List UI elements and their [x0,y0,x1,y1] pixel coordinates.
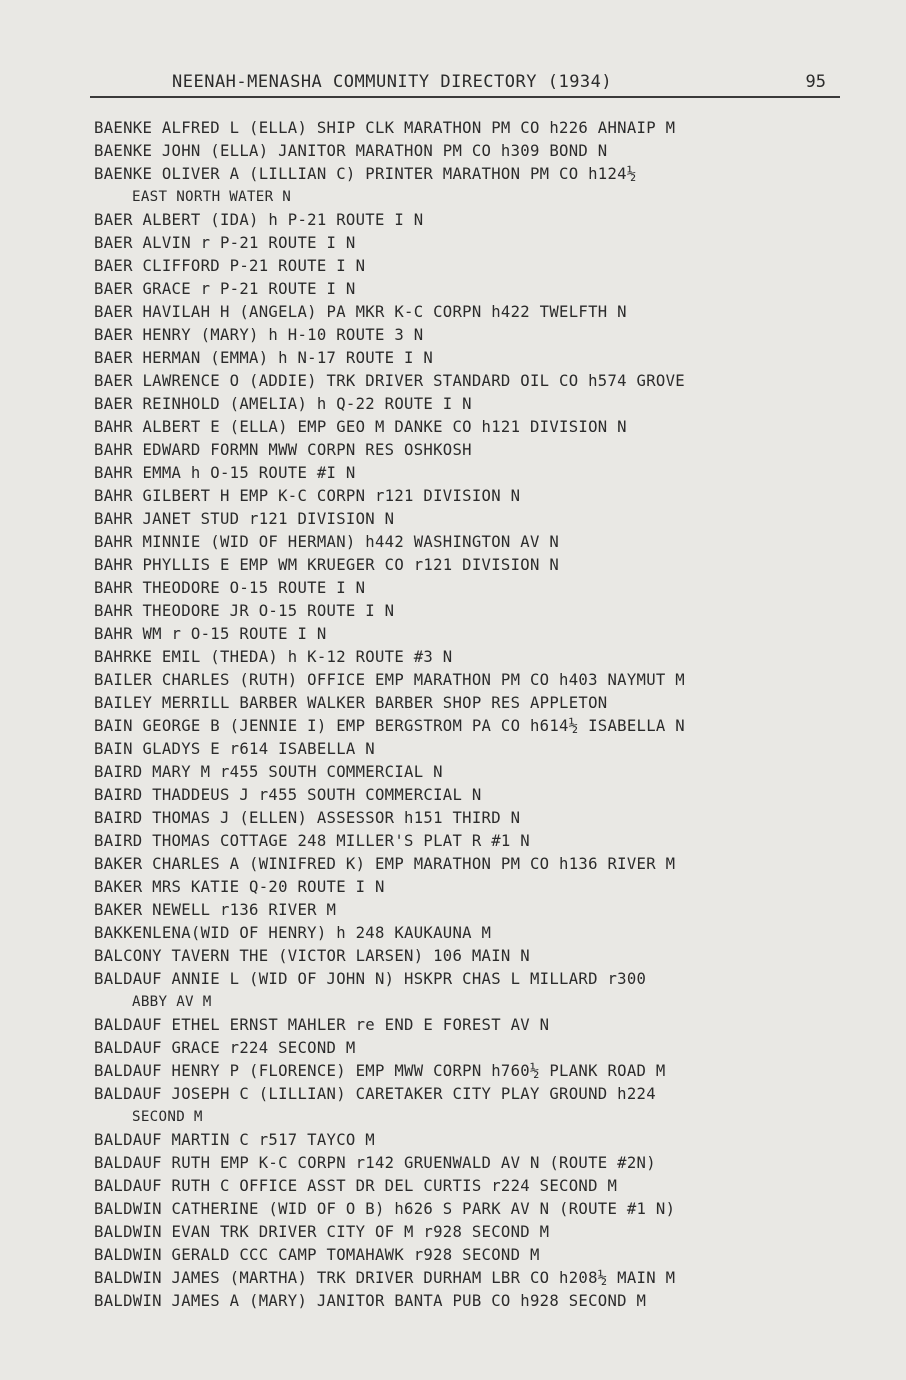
directory-entry: BAER HAVILAH H (ANGELA) PA MKR K-C CORPN h422 TWELFTH N [94,303,627,321]
directory-entry: BALDAUF ANNIE L (WID OF JOHN N) HSKPR CHAS L MILLARD r300 [94,970,647,988]
directory-entry: BAIRD MARY M r455 SOUTH COMMERCIAL N [94,763,443,781]
directory-entry: BAKKENLENA(WID OF HENRY) h 248 KAUKAUNA M [94,924,492,942]
directory-entry: BAKER CHARLES A (WINIFRED K) EMP MARATHON PM CO h136 RIVER M [94,855,676,873]
directory-entry: BAHR WM r O-15 ROUTE I N [94,625,327,643]
directory-entry: BALDWIN EVAN TRK DRIVER CITY OF M r928 SECOND M [94,1223,550,1241]
directory-entry-continuation: EAST NORTH WATER N [132,189,292,205]
directory-entry: BAIN GLADYS E r614 ISABELLA N [94,740,375,758]
directory-title: NEENAH-MENASHA COMMUNITY DIRECTORY (1934) [172,72,613,92]
directory-entry: BAENKE OLIVER A (LILLIAN C) PRINTER MARATHON PM CO h124½ [94,165,637,183]
directory-entry: BALDWIN GERALD CCC CAMP TOMAHAWK r928 SECOND M [94,1246,540,1264]
directory-entry: BAER HERMAN (EMMA) h N-17 ROUTE I N [94,349,434,367]
directory-entry: BAER REINHOLD (AMELIA) h Q-22 ROUTE I N [94,395,472,413]
directory-entry: BAER GRACE r P-21 ROUTE I N [94,280,356,298]
directory-entry: BAHR ALBERT E (ELLA) EMP GEO M DANKE CO h121 DIVISION N [94,418,627,436]
directory-entry: BAHR EDWARD FORMN MWW CORPN RES OSHKOSH [94,441,472,459]
page-header [90,72,840,98]
directory-entries [94,117,874,1313]
directory-entry: BAER LAWRENCE O (ADDIE) TRK DRIVER STANDARD OIL CO h574 GROVE [94,372,685,390]
directory-entry: BAHR MINNIE (WID OF HERMAN) h442 WASHINGTON AV N [94,533,560,551]
directory-entry: BAKER MRS KATIE Q-20 ROUTE I N [94,878,385,896]
directory-entry: BAHR JANET STUD r121 DIVISION N [94,510,395,528]
directory-entry: BAENKE JOHN (ELLA) JANITOR MARATHON PM CO h309 BOND N [94,142,608,160]
directory-entry: BAENKE ALFRED L (ELLA) SHIP CLK MARATHON PM CO h226 AHNAIP M [94,119,676,137]
directory-entry: BAHR GILBERT H EMP K-C CORPN r121 DIVISION N [94,487,521,505]
directory-entry: BAER CLIFFORD P-21 ROUTE I N [94,257,366,275]
directory-entry: BALDAUF MARTIN C r517 TAYCO M [94,1131,375,1149]
directory-entry: BAIRD THADDEUS J r455 SOUTH COMMERCIAL N [94,786,482,804]
directory-entry: BAER ALVIN r P-21 ROUTE I N [94,234,356,252]
directory-entry: BAHR THEODORE JR O-15 ROUTE I N [94,602,395,620]
directory-entry: BAHR THEODORE O-15 ROUTE I N [94,579,366,597]
directory-entry: BALDAUF ETHEL ERNST MAHLER re END E FOREST AV N [94,1016,550,1034]
directory-entry-continuation: SECOND M [132,1109,203,1125]
directory-entry: BAHRKE EMIL (THEDA) h K-12 ROUTE #3 N [94,648,453,666]
directory-entry: BAILER CHARLES (RUTH) OFFICE EMP MARATHON PM CO h403 NAYMUT M [94,671,685,689]
directory-entry: BAER HENRY (MARY) h H-10 ROUTE 3 N [94,326,424,344]
directory-entry: BALDWIN CATHERINE (WID OF O B) h626 S PARK AV N (ROUTE #1 N) [94,1200,676,1218]
directory-entry: BALDWIN JAMES (MARTHA) TRK DRIVER DURHAM LBR CO h208½ MAIN M [94,1269,676,1287]
directory-entry: BAHR EMMA h O-15 ROUTE #I N [94,464,356,482]
directory-entry-continuation: ABBY AV M [132,994,212,1010]
directory-entry: BALCONY TAVERN THE (VICTOR LARSEN) 106 MAIN N [94,947,530,965]
directory-entry: BALDAUF HENRY P (FLORENCE) EMP MWW CORPN h760½ PLANK ROAD M [94,1062,666,1080]
directory-entry: BAILEY MERRILL BARBER WALKER BARBER SHOP RES APPLETON [94,694,608,712]
directory-entry: BAIRD THOMAS COTTAGE 248 MILLER'S PLAT R #1 N [94,832,530,850]
directory-entry: BAER ALBERT (IDA) h P-21 ROUTE I N [94,211,424,229]
directory-entry: BALDWIN JAMES A (MARY) JANITOR BANTA PUB CO h928 SECOND M [94,1292,647,1310]
directory-entry: BAHR PHYLLIS E EMP WM KRUEGER CO r121 DIVISION N [94,556,560,574]
directory-entry: BAIN GEORGE B (JENNIE I) EMP BERGSTROM PA CO h614½ ISABELLA N [94,717,685,735]
directory-entry: BALDAUF JOSEPH C (LILLIAN) CARETAKER CITY PLAY GROUND h224 [94,1085,656,1103]
directory-entry: BAKER NEWELL r136 RIVER M [94,901,337,919]
page-number: 95 [805,72,826,92]
directory-entry: BAIRD THOMAS J (ELLEN) ASSESSOR h151 THIRD N [94,809,521,827]
directory-entry: BALDAUF RUTH EMP K-C CORPN r142 GRUENWALD AV N (ROUTE #2N) [94,1154,656,1172]
directory-entry: BALDAUF GRACE r224 SECOND M [94,1039,356,1057]
directory-entry: BALDAUF RUTH C OFFICE ASST DR DEL CURTIS r224 SECOND M [94,1177,618,1195]
